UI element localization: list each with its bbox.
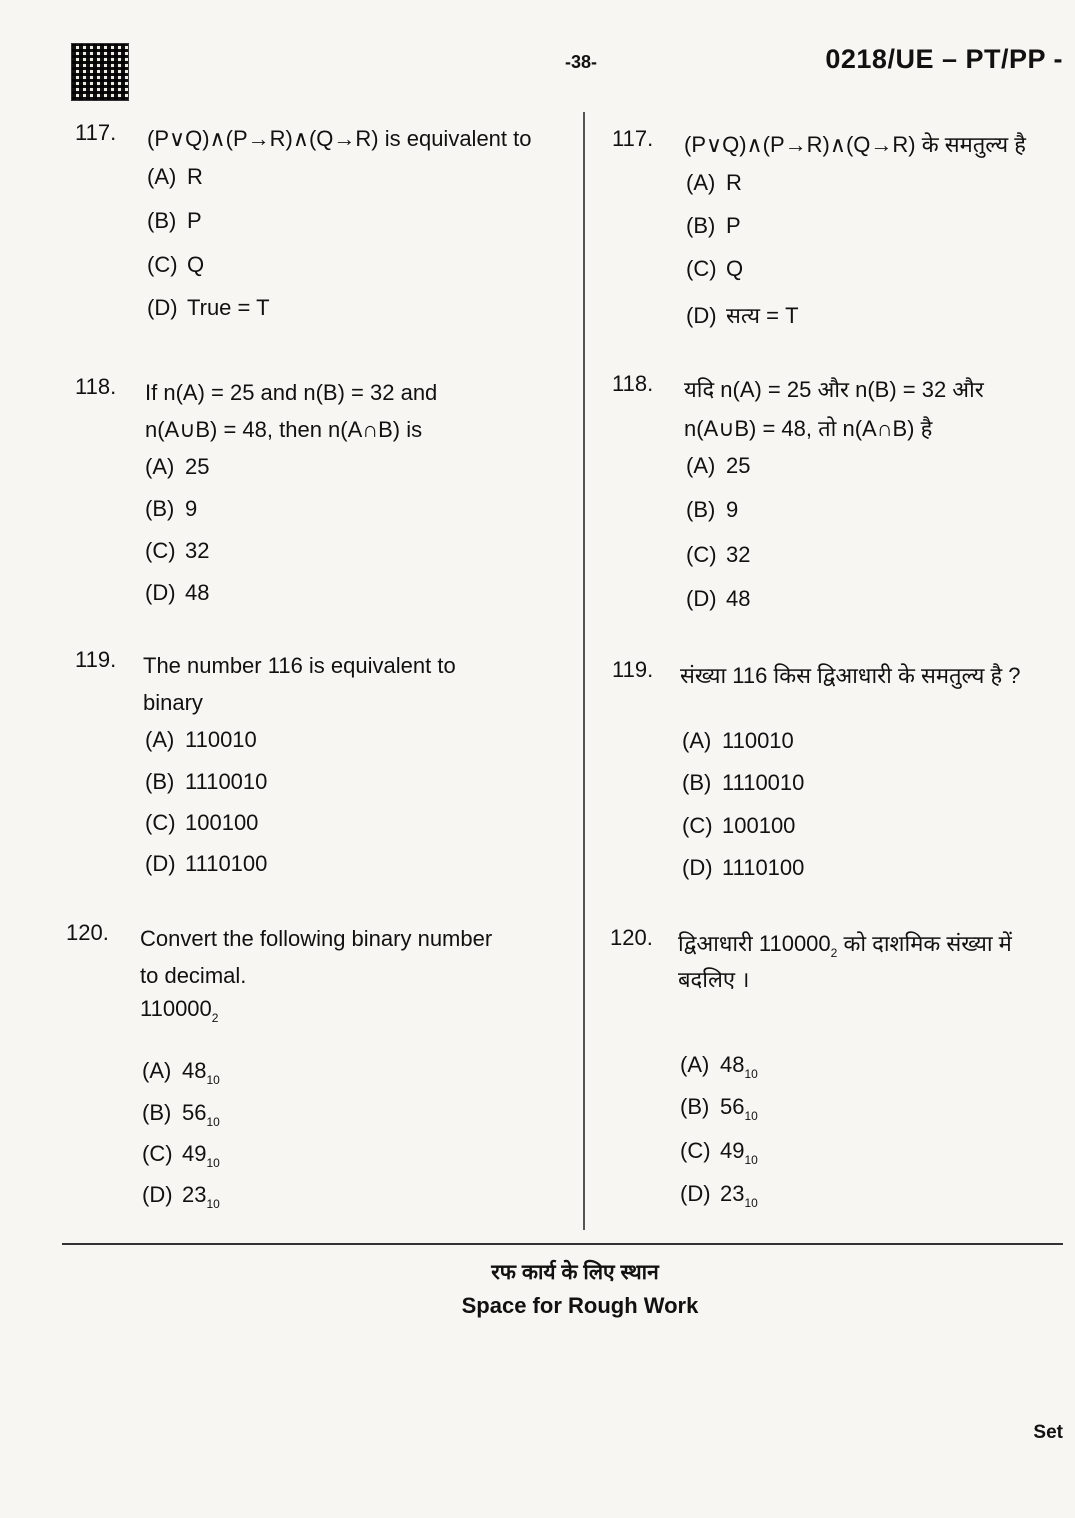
option-d: (D) $23_{10}$	[142, 1182, 220, 1211]
question-line-2: to decimal.	[140, 963, 247, 988]
option-d: (D) True = T	[147, 295, 270, 320]
option-a: (A) R	[686, 170, 742, 195]
page-number: -38-	[565, 52, 598, 72]
option-a: (A) $48_{10}$	[142, 1058, 220, 1087]
question-text: संख्या 116 किस द्विआधारी के समतुल्य है ?	[680, 663, 1021, 688]
paper-code: 0218/UE – PT/PP -	[825, 44, 1063, 74]
question-120-en	[66, 920, 576, 1220]
option-a: (A) $48_{10}$	[680, 1052, 758, 1081]
option-a: (A) 25	[686, 453, 751, 478]
option-b: (B) $56_{10}$	[142, 1100, 220, 1129]
option-b: (B) $56_{10}$	[680, 1094, 758, 1123]
question-line-1: यदि n(A) = 25 और n(B) = 32 और	[684, 377, 984, 402]
option-c: (C) 32	[686, 542, 751, 567]
rough-work-hindi: रफ कार्य के लिए स्थान	[491, 1261, 659, 1284]
option-d: (D) 48	[686, 586, 751, 611]
column-divider	[583, 112, 585, 1230]
question-line-1: Convert the following binary number	[140, 926, 493, 951]
question-line-1: द्विआधारी $110000_2$ को दाशमिक संख्या में	[678, 931, 1012, 960]
question-number: 118.	[612, 371, 654, 396]
option-c: (C) 100100	[682, 813, 796, 838]
option-b: (B) P	[147, 208, 202, 233]
option-b: (B) 1110010	[145, 769, 268, 794]
option-b: (B) P	[686, 213, 741, 238]
question-number: 117.	[75, 120, 117, 145]
question-117-en	[75, 120, 575, 320]
given-number: $110000_2$	[140, 996, 219, 1025]
option-a: (A) R	[147, 164, 203, 189]
option-c: (C) 32	[145, 538, 210, 563]
option-b: (B) 9	[686, 497, 739, 522]
question-line-2: binary	[143, 690, 203, 715]
question-120-hi	[610, 925, 1065, 1215]
option-c: (C) Q	[147, 252, 205, 277]
option-c: (C) $49_{10}$	[680, 1138, 758, 1167]
question-number: 120.	[66, 920, 109, 945]
option-c: (C) 100100	[145, 810, 259, 835]
question-line-2: बदलिए ।	[678, 967, 750, 992]
option-c: (C) Q	[686, 256, 744, 281]
question-text: (P∨Q)∧(P→R)∧(Q→R) के समतुल्य है	[684, 132, 1026, 157]
question-number: 117.	[612, 126, 654, 151]
question-number: 119.	[612, 657, 654, 682]
question-line-2: n(A∪B) = 48, then n(A∩B) is	[145, 417, 423, 442]
question-number: 119.	[75, 647, 117, 672]
option-d: (D) सत्य = T	[686, 303, 799, 328]
bottom-rule	[62, 1243, 1063, 1245]
qr-code	[72, 44, 128, 100]
option-d: (D) $23_{10}$	[680, 1181, 758, 1210]
set-label: Set	[1033, 1422, 1063, 1443]
option-c: (C) $49_{10}$	[142, 1141, 220, 1170]
question-119-en	[75, 647, 575, 887]
option-a: (A) 110010	[145, 727, 257, 752]
question-119-hi	[612, 657, 1067, 887]
option-a: (A) 25	[145, 454, 210, 479]
question-number: 118.	[75, 374, 117, 399]
question-line-1: If n(A) = 25 and n(B) = 32 and	[145, 380, 438, 405]
rough-work-english: Space for Rough Work	[461, 1293, 699, 1318]
question-text: (P∨Q)∧(P→R)∧(Q→R) is equivalent to	[147, 126, 532, 151]
question-118-hi	[612, 371, 1067, 621]
option-d: (D) 1110100	[145, 851, 268, 876]
option-b: (B) 9	[145, 496, 198, 521]
option-d: (D) 48	[145, 580, 210, 605]
option-a: (A) 110010	[682, 728, 794, 753]
question-117-hi	[612, 126, 1067, 336]
question-number: 120.	[610, 925, 653, 950]
question-line-1: The number 116 is equivalent to	[143, 653, 456, 678]
option-d: (D) 1110100	[682, 855, 805, 880]
option-b: (B) 1110010	[682, 770, 805, 795]
question-line-2: n(A∪B) = 48, तो n(A∩B) है	[684, 416, 933, 441]
question-118-en	[75, 374, 575, 604]
